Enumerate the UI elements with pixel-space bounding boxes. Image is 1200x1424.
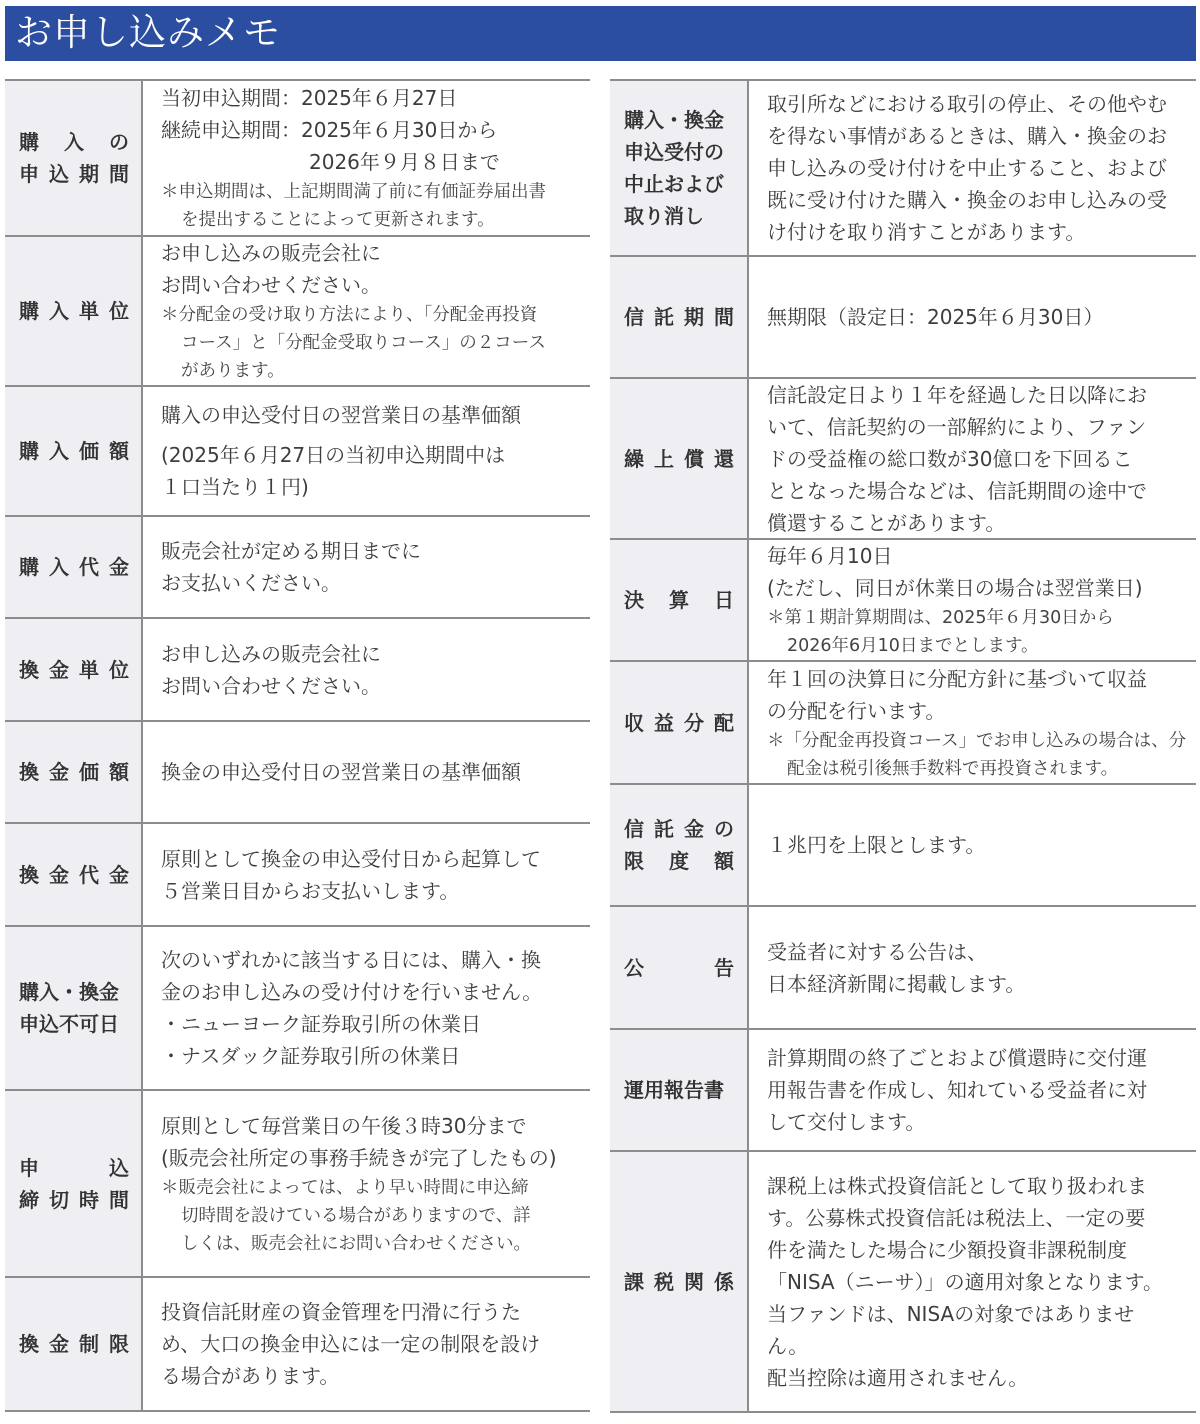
content-text: 当ファンドは、NISAの対象ではありませ [767,1301,1135,1326]
row-label: 換 金 単 位 [19,657,129,682]
content-text: 受益者に対する公告は、 [767,939,987,964]
content-text: 換金の申込受付日の翌営業日の基準価額 [161,760,521,784]
row-content-cell [143,237,590,385]
table-row [5,722,590,824]
row-label: 購入・換金 [624,108,724,132]
content-text: ととなった場合などは、信託期間の途中で [767,478,1147,503]
row-label-cell [610,540,749,660]
content-text: 取引所などにおける取引の停止、その他やむ [767,92,1167,116]
row-content-cell [749,662,1196,783]
footnote-text: ＊「分配金再投資コース」でお申し込みの場合は、分 [767,730,1187,751]
content-text: １口当たり１円) [161,475,309,499]
row-label: 換 金 価 額 [19,760,129,784]
content-text: 無期限（設定日：2025年６月30日） [767,305,1104,329]
content-text: 継続申込期間：2025年６月30日から [161,118,498,142]
content-text: 件を満たした場合に少額投資非課税制度 [767,1237,1127,1262]
row-label: 運用報告書 [624,1078,724,1102]
row-label: 申込受付の [624,140,724,164]
table-row [610,1152,1196,1413]
content-text: 年１回の決算日に分配方針に基づいて収益 [767,666,1147,691]
table-row [610,785,1196,907]
table-row [5,81,590,237]
content-text: 償還することがあります。 [767,510,1006,535]
row-label-cell [5,824,143,925]
table-row [610,662,1196,785]
row-label: 購 入 の [19,130,129,154]
table-row [610,257,1196,379]
content-text: ドの受益権の総口数が30億口を下回るこ [767,446,1133,471]
row-label: 繰 上 償 還 [624,446,734,471]
row-label: 換 金 代 金 [19,862,129,887]
table-row [610,379,1196,540]
row-content-cell [143,387,590,515]
row-content-cell [143,722,590,822]
content-text: 原則として換金の申込受付日から起算して [161,846,541,871]
table-row [5,619,590,722]
row-label-cell [5,387,143,515]
row-content-cell [143,1091,590,1276]
content-text: け付けを取り消すことがあります。 [767,220,1086,244]
row-label: 締 切 時 間 [19,1187,129,1212]
row-content-cell [143,927,590,1089]
row-content-cell [749,540,1196,660]
row-label-cell [5,722,143,822]
table-row [610,907,1196,1030]
content-text: 「NISA（ニーサ）」の適用対象となります。 [767,1269,1164,1294]
content-text: お申し込みの販売会社に [161,641,381,666]
table-row [610,540,1196,662]
content-text: 当初申込期間：2025年６月27日 [161,86,458,110]
row-label-cell [5,1091,143,1276]
content-text: の分配を行います。 [767,698,946,723]
row-content-cell [143,81,590,235]
content-text: 毎年６月10日 [767,544,893,568]
row-label: 収 益 分 配 [624,710,734,735]
content-text: 金のお申し込みの受け付けを行いません。 [161,980,543,1004]
row-label-cell [610,1152,749,1411]
row-label: 購入・換金 [19,980,119,1004]
content-text: め、大口の換金申込には一定の制限を設け [161,1332,541,1356]
row-label: 限 度 額 [624,849,734,873]
footnote-text: しくは、販売会社にお問い合わせください。 [181,1233,531,1254]
row-label-cell [610,257,749,377]
row-label-cell [610,379,749,538]
content-text: 原則として毎営業日の午後３時30分まで [161,1113,527,1138]
row-content-cell [143,619,590,720]
row-content-cell [749,379,1196,538]
content-text: ・ナスダック証券取引所の休業日 [161,1044,461,1068]
table-row [5,387,590,517]
row-label: 購 入 価 額 [19,439,129,463]
table-row [5,824,590,927]
application-memo-table-right [610,79,1196,1413]
row-label-cell [610,81,749,255]
footnote-text: コース」と「分配金受取りコース」の２コース [181,333,546,353]
row-label: 申 込 [19,1155,129,1180]
row-label-cell [5,1278,143,1410]
row-label-cell [610,1030,749,1150]
content-text: 販売会社が定める期日までに [161,539,421,563]
content-text: 課税上は株式投資信託として取り扱われま [767,1173,1147,1198]
content-text: 信託設定日より１年を経過した日以降にお [767,382,1147,407]
content-text: して交付します。 [767,1110,926,1134]
table-row [5,927,590,1091]
footnote-text: 配金は税引後無手数料で再投資されます。 [787,758,1119,779]
content-text: ん。 [767,1333,809,1358]
content-text: お支払いください。 [161,571,341,595]
content-text: 購入の申込受付日の翌営業日の基準価額 [161,403,521,427]
content-text: る場合があります。 [161,1364,340,1388]
content-text: いて、信託契約の一部解約により、ファン [767,414,1147,439]
content-text: ５営業日目からお支払いします。 [161,878,460,903]
footnote-text: ＊販売会社によっては、より早い時間に申込締 [161,1177,529,1198]
content-text: お申し込みの販売会社に [161,241,381,265]
row-label-cell [5,927,143,1089]
row-label: 公 告 [624,955,734,980]
row-label-cell [5,237,143,385]
content-text: (販売会社所定の事務手続きが完了したもの) [161,1145,557,1170]
footnote-text: を提出することによって更新されます。 [181,210,495,230]
footnote-text: ＊申込期間は、上記期間満了前に有価証券届出書 [161,182,546,202]
row-label: 取り消し [624,204,704,228]
content-text: お問い合わせください。 [161,273,381,297]
content-text: 2026年９月８日まで [309,150,500,174]
row-content-cell [749,907,1196,1028]
row-label: 購 入 単 位 [19,299,129,323]
row-label-cell [5,517,143,617]
section-title: お申し込みメモ [15,11,281,54]
content-text: お問い合わせください。 [161,673,381,698]
content-text: 投資信託財産の資金管理を円滑に行うた [161,1300,521,1324]
row-label-cell [5,81,143,235]
footnote-text: 2026年6月10日までとします。 [787,636,1039,656]
content-text: 日本経済新聞に掲載します。 [767,971,1026,996]
row-label: 換 金 制 限 [19,1332,129,1356]
content-text: 計算期間の終了ごとおよび償還時に交付運 [767,1046,1147,1070]
footnote-text: 切時間を設けている場合がありますので、詳 [181,1205,531,1226]
footnote-text: ＊分配金の受け取り方法により、「分配金再投資 [161,305,538,325]
content-text: (2025年６月27日の当初申込期間中は [161,443,506,467]
row-label-cell [610,662,749,783]
content-text: 配当控除は適用されません。 [767,1365,1029,1390]
table-row [610,81,1196,257]
row-content-cell [749,785,1196,905]
table-row [5,237,590,387]
row-label: 購 入 代 金 [19,555,129,579]
content-text: 次のいずれかに該当する日には、購入・換 [161,948,541,972]
content-text [161,431,582,439]
content-text: を得ない事情があるときは、購入・換金のお [767,124,1167,148]
row-content-cell [749,1152,1196,1411]
content-text: ・ニューヨーク証券取引所の休業日 [161,1012,481,1036]
content-text: １兆円を上限とします。 [767,833,986,857]
section-header-bar [5,6,1196,61]
row-label: 信 託 金 の [624,817,734,841]
application-memo-table-left [5,79,590,1412]
row-content-cell [749,257,1196,377]
content-text: 用報告書を作成し、知れている受益者に対 [767,1078,1147,1102]
row-label: 中止および [624,172,724,196]
row-label: 申込不可日 [19,1012,119,1036]
row-content-cell [749,1030,1196,1150]
table-row [610,1030,1196,1152]
content-text: す。公募株式投資信託は税法上、一定の要 [767,1205,1146,1230]
row-label: 課 税 関 係 [624,1269,734,1294]
table-row [5,1278,590,1412]
row-label-cell [610,785,749,905]
row-content-cell [143,1278,590,1410]
content-text: 既に受け付けた購入・換金のお申し込みの受 [767,188,1167,212]
row-content-cell [749,81,1196,255]
footnote-text: ＊第１期計算期間は、2025年６月30日から [767,608,1114,628]
row-label: 信 託 期 間 [624,305,734,329]
table-row [5,1091,590,1278]
table-row [5,517,590,619]
row-label: 申 込 期 間 [19,162,129,186]
row-label-cell [5,619,143,720]
row-label: 決 算 日 [624,588,734,612]
content-text: (ただし、同日が休業日の場合は翌営業日) [767,576,1143,600]
row-content-cell [143,824,590,925]
row-content-cell [143,517,590,617]
content-text: 申し込みの受け付けを中止すること、および [767,156,1167,180]
row-label-cell [610,907,749,1028]
footnote-text: があります。 [181,361,285,381]
